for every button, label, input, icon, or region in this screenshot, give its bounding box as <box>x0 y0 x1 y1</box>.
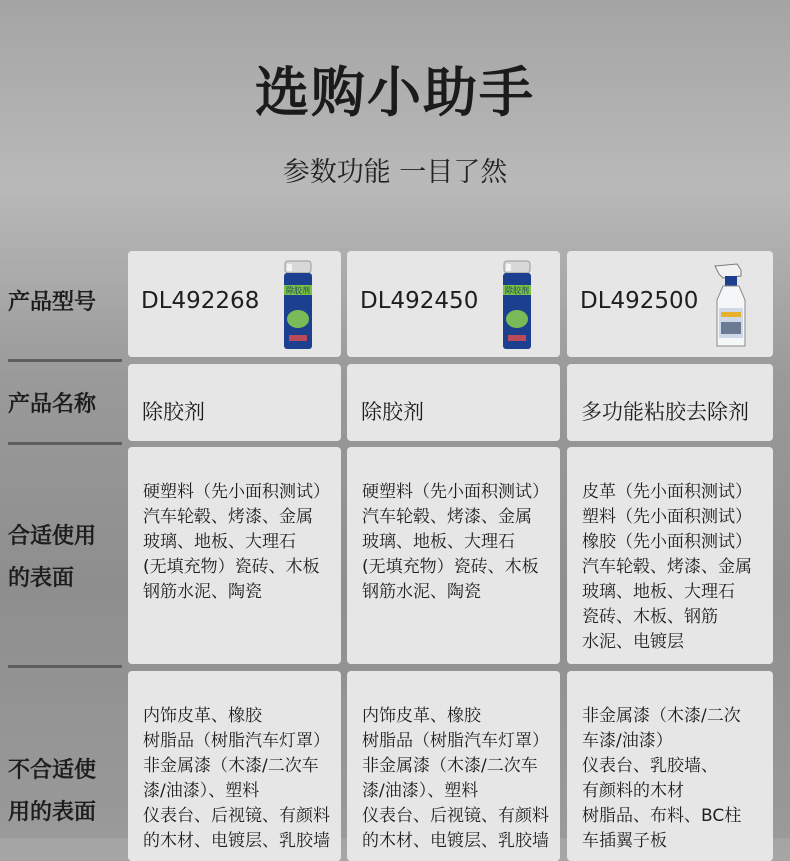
trigger-spray-bottle-icon <box>711 260 751 350</box>
product-name: 除胶剂 <box>142 400 205 424</box>
unsuitable-cell <box>347 671 560 861</box>
list-item: 汽车轮毂、烤漆、金属 <box>362 507 532 527</box>
name-cell <box>567 364 773 441</box>
list-item: 玻璃、地板、大理石 <box>143 532 296 552</box>
list-item: 内饰皮革、橡胶 <box>362 706 481 726</box>
model-number: DL492450 <box>360 288 479 314</box>
list-item: 有颜料的木材 <box>582 781 684 801</box>
row-label-line: 的表面 <box>8 566 75 591</box>
list-item: 橡胶（先小面积测试） <box>582 532 752 552</box>
unsuitable-list <box>362 704 549 854</box>
aerosol-can-icon <box>281 259 315 351</box>
list-item: 皮革（先小面积测试） <box>582 482 752 502</box>
row-label-name: 产品名称 <box>8 392 97 417</box>
list-item: (无填充物）瓷砖、木板 <box>143 557 320 577</box>
list-item: 塑料（先小面积测试） <box>582 507 752 527</box>
row-label-suitable <box>8 516 122 600</box>
product-name: 多功能粘胶去除剂 <box>581 400 749 424</box>
list-item: 内饰皮革、橡胶 <box>143 706 262 726</box>
model-cell <box>567 251 773 357</box>
svg-text:除胶剂: 除胶剂 <box>286 286 310 295</box>
list-item: 树脂品（树脂汽车灯罩） <box>143 731 330 751</box>
aerosol-can-icon <box>500 259 534 351</box>
list-item: 树脂品、布料、BC柱 <box>582 806 742 826</box>
list-item: (无填充物）瓷砖、木板 <box>362 557 539 577</box>
list-item: 钢筋水泥、陶瓷 <box>143 582 262 602</box>
list-item: 的木材、电镀层、乳胶墙 <box>362 831 549 851</box>
list-item: 仪表台、后视镜、有颜料 <box>143 806 330 826</box>
row-label-line: 用的表面 <box>8 800 97 825</box>
list-item: 玻璃、地板、大理石 <box>582 582 735 602</box>
row-label-line: 合适使用 <box>8 524 97 549</box>
list-item: 仪表台、乳胶墙、 <box>582 756 718 776</box>
row-label-line: 不合适使 <box>8 758 97 783</box>
model-cell <box>347 251 560 357</box>
model-number: DL492500 <box>580 288 699 314</box>
suitable-list <box>143 480 330 605</box>
suitable-list <box>582 480 752 655</box>
list-item: 钢筋水泥、陶瓷 <box>362 582 481 602</box>
list-item: 仪表台、后视镜、有颜料 <box>362 806 549 826</box>
row-separator <box>8 665 122 668</box>
list-item: 非金属漆（木漆/二次 <box>582 706 741 726</box>
page-subtitle: 参数功能 一目了然 <box>282 157 508 188</box>
unsuitable-cell <box>128 671 341 861</box>
model-cell <box>128 251 341 357</box>
row-label-unsuitable <box>8 750 122 834</box>
name-cell <box>347 364 560 441</box>
list-item: 硬塑料（先小面积测试） <box>362 482 549 502</box>
list-item: 漆/油漆）、塑料 <box>143 781 260 801</box>
list-item: 非金属漆（木漆/二次车 <box>362 756 538 776</box>
list-item: 玻璃、地板、大理石 <box>362 532 515 552</box>
unsuitable-list <box>582 704 741 854</box>
list-item: 汽车轮毂、烤漆、金属 <box>143 507 313 527</box>
page-title: 选购小助手 <box>255 61 535 124</box>
row-separator <box>8 359 122 362</box>
list-item: 漆/油漆）、塑料 <box>362 781 479 801</box>
list-item: 非金属漆（木漆/二次车 <box>143 756 319 776</box>
list-item: 水泥、电镀层 <box>582 632 684 652</box>
suitable-list <box>362 480 549 605</box>
list-item: 车漆/油漆） <box>582 731 673 751</box>
list-item: 硬塑料（先小面积测试） <box>143 482 330 502</box>
model-number: DL492268 <box>141 288 260 314</box>
list-item: 的木材、电镀层、乳胶墙 <box>143 831 330 851</box>
svg-text:除胶剂: 除胶剂 <box>505 286 529 295</box>
row-label-model: 产品型号 <box>8 290 97 315</box>
list-item: 树脂品（树脂汽车灯罩） <box>362 731 549 751</box>
list-item: 汽车轮毂、烤漆、金属 <box>582 557 752 577</box>
name-cell <box>128 364 341 441</box>
suitable-cell <box>567 447 773 664</box>
unsuitable-cell <box>567 671 773 861</box>
unsuitable-list <box>143 704 330 854</box>
list-item: 瓷砖、木板、钢筋 <box>582 607 718 627</box>
suitable-cell <box>347 447 560 664</box>
product-name: 除胶剂 <box>361 400 424 424</box>
suitable-cell <box>128 447 341 664</box>
row-separator <box>8 442 122 445</box>
list-item: 车插翼子板 <box>582 831 667 851</box>
